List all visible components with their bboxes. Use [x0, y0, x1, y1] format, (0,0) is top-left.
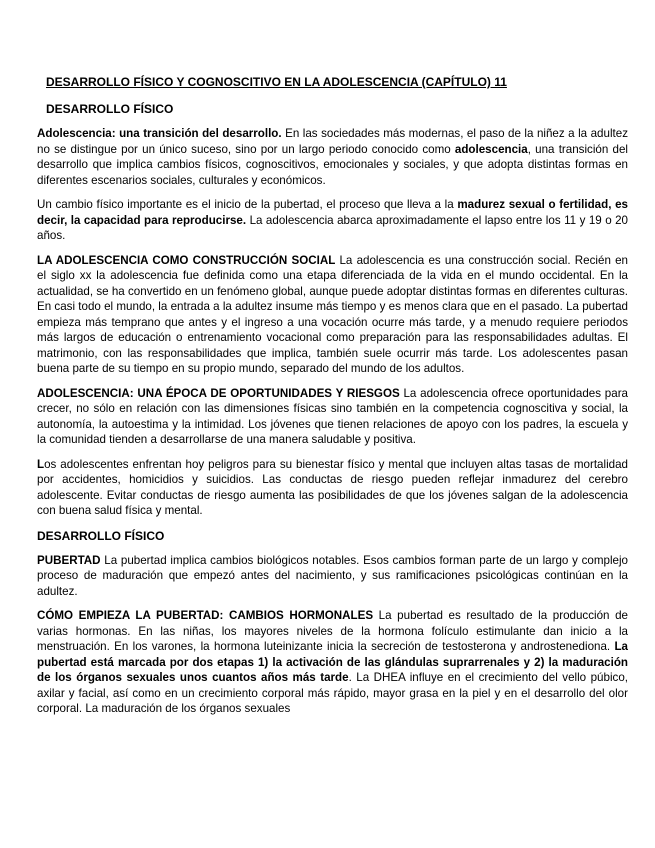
paragraph-hormonal-changes [37, 608, 628, 717]
paragraph-dangers [37, 457, 628, 519]
paragraph-opportunities-risks [37, 386, 628, 448]
document-page [37, 74, 628, 717]
paragraph-lead: Adolescencia: una transición del desarrollo. [37, 127, 282, 140]
bold-term: La pubertad está marcada por dos etapas 1) la activación de las glándulas suprarrenales y 2) la maduración de los órganos sexuales unos cuantos años más tarde [37, 640, 628, 684]
paragraph-text: En las sociedades más modernas, el paso de la niñez a la adultez no se distingue por un único suceso, sino por un largo periodo conocido como [37, 127, 628, 156]
paragraph-text: La adolescencia abarca aproximadamente el lapso entre los 11 y 19 o 20 años. [37, 213, 628, 242]
paragraph-adolescence-transition [37, 126, 628, 188]
paragraph-social-construction [37, 253, 628, 377]
bold-term: adolescencia [454, 142, 528, 156]
bold-term: madurez sexual o fertilidad, es decir, la capacidad para reproducirse. [37, 198, 628, 227]
paragraph-text: os adolescentes enfrentan hoy peligros para su bienestar físico y mental que incluyen altas tasas de mortalidad por accidentes, homicidios y suicidios. Las conductas de riesgo pueden reflejar inmadurez del cerebro adolescente. Evitar conductas de riesgo aumenta las posibilidades de que los jóvenes salgan de la adolescencia con buena salud física y mental. [37, 457, 628, 517]
document-title: DESARROLLO FÍSICO Y COGNOSCITIVO EN LA ADOLESCENCIA (CAPÍTULO) 11 [46, 75, 507, 89]
paragraph-lead: L [37, 457, 45, 471]
paragraph-puberty-onset [37, 197, 628, 244]
paragraph-lead: LA ADOLESCENCIA COMO CONSTRUCCIÓN SOCIAL [37, 253, 336, 267]
paragraph-text: La pubertad implica cambios biológicos notables. Esos cambios forman parte de un largo y complejo proceso de maduración que empezó antes del nacimiento, y sus ramificaciones psicológicas continúan en la adultez. [37, 553, 628, 598]
section-heading-physical-development-2: DESARROLLO FÍSICO [37, 528, 165, 543]
paragraph-text: La adolescencia ofrece oportunidades para crecer, no sólo en relación con las dimensiones físicas sino también en la competencia cognoscitiva y social, la autonomía, la autoestima y la intimidad. Los jóvenes que tienen relaciones de apoyo con los padres, la escuela y la comunidad tienden a desarrollarse de una manera saludable y positiva. [37, 386, 629, 446]
paragraph-lead: CÓMO EMPIEZA LA PUBERTAD: CAMBIOS HORMONALES [37, 609, 374, 622]
paragraph-text: Un cambio físico importante es el inicio de la pubertad, el proceso que lleva a la [37, 198, 458, 211]
section-heading-physical-development: DESARROLLO FÍSICO [46, 102, 174, 116]
paragraph-lead: PUBERTAD [37, 553, 101, 567]
paragraph-puberty [37, 553, 628, 600]
paragraph-lead: ADOLESCENCIA: UNA ÉPOCA DE OPORTUNIDADES Y RIESGOS [37, 386, 400, 400]
paragraph-text: . La DHEA influye en el crecimiento del vello púbico, axilar y facial, así como en un crecimiento corporal más rápido, mayor grasa en la piel y en el desarrollo del olor corporal. La maduración de los órganos sexuales [37, 671, 628, 715]
paragraph-text: La pubertad es resultado de la producción de varias hormonas. En las niñas, los mayores niveles de la hormona folículo estimulante dan inicio a la menstruación. En los varones, la hormona luteinizante inicia la secreción de testosterona y androstenediona. [37, 609, 628, 653]
paragraph-text: La adolescencia es una construcción social. Recién en el siglo xx la adolescencia fue definida como una etapa diferenciada de la vida en el mundo occidental. En la actualidad, se ha convertido en un fenómeno global, aunque puede adoptar distintas formas en diferentes culturas. En casi todo el mundo, la entrada a la adultez insume más tiempo y es menos clara que en el pasado. La pubertad empieza más temprano que antes y el ingreso a una vocación ocurre más tarde, y a menudo requiere periodos más largos de educación o entrenamiento vocacional como preparación para las responsabilidades adultas. El matrimonio, con las responsabilidades que implica, también suele ocurrir más tarde. Los adolescentes pasan buena parte de su tiempo en su propio mundo, separado del mundo de los adultos. [37, 253, 628, 375]
paragraph-text: , una transición del desarrollo que implica cambios físicos, cognoscitivos, emocionales y sociales, y que adopta distintas formas en diferentes escenarios sociales, culturales y económicos. [37, 142, 628, 187]
